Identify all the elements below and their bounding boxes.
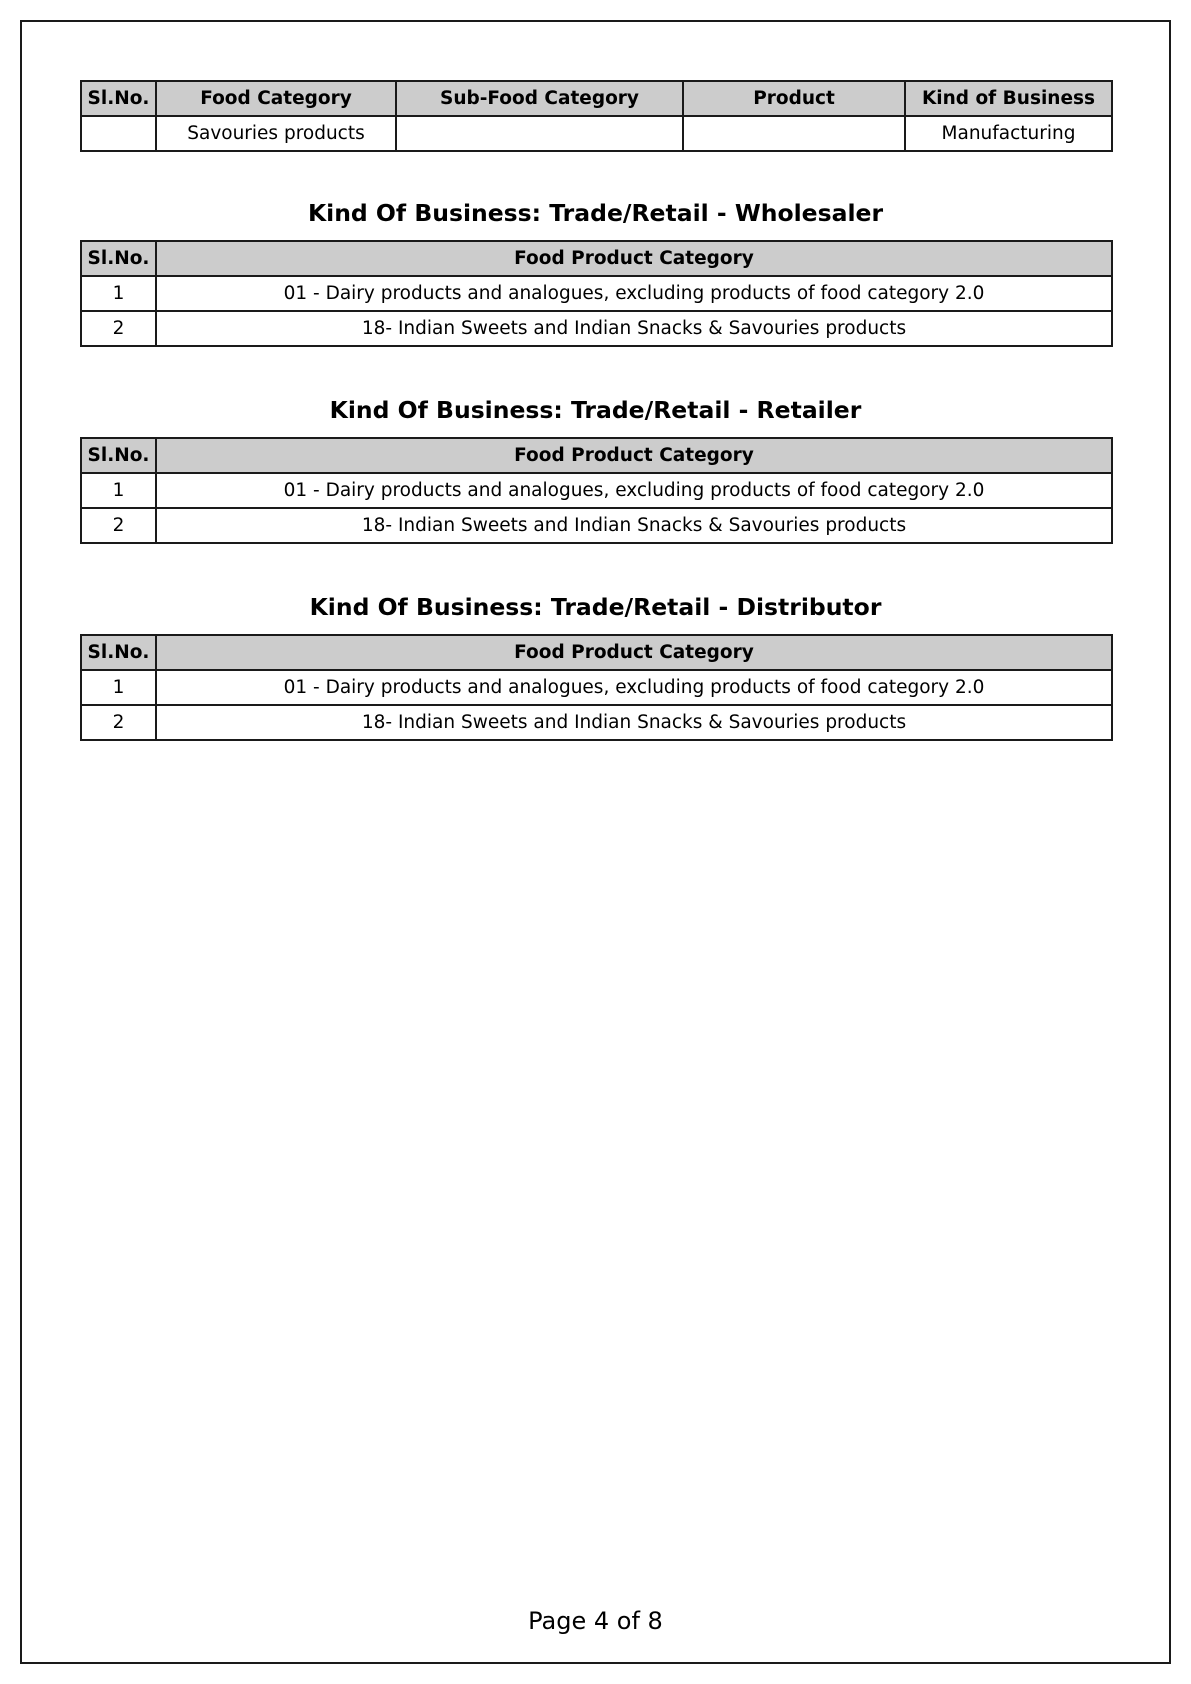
- cell-food-product-category: 01 - Dairy products and analogues, excluding products of food category 2.0: [156, 670, 1112, 705]
- table-row: [81, 116, 1112, 151]
- cell-food-product-category: 01 - Dairy products and analogues, excluding products of food category 2.0: [156, 473, 1112, 508]
- cell-sl-no: 2: [81, 508, 156, 543]
- header-kind-of-business: Kind of Business: [905, 81, 1112, 116]
- cell-sl-no: [81, 116, 156, 151]
- table-header-row: [81, 438, 1112, 473]
- table-header-row: [81, 81, 1112, 116]
- cell-food-product-category: 18- Indian Sweets and Indian Snacks & Savouries products: [156, 705, 1112, 740]
- table-header-row: [81, 241, 1112, 276]
- table-row: [81, 276, 1112, 311]
- header-sl-no: Sl.No.: [81, 438, 156, 473]
- cell-sl-no: 2: [81, 705, 156, 740]
- table-row: [81, 311, 1112, 346]
- section-heading-distributor: Kind Of Business: Trade/Retail - Distributor: [309, 593, 882, 621]
- header-food-product-category: Food Product Category: [156, 635, 1112, 670]
- header-product: Product: [683, 81, 905, 116]
- header-food-product-category: Food Product Category: [156, 438, 1112, 473]
- wholesaler-table: [80, 240, 1113, 347]
- retailer-table: [80, 437, 1113, 544]
- food-category-table: [80, 80, 1113, 152]
- cell-sub-food-category: [396, 116, 683, 151]
- page-number: Page 4 of 8: [528, 1607, 663, 1635]
- header-sl-no: Sl.No.: [81, 81, 156, 116]
- cell-sl-no: 1: [81, 473, 156, 508]
- table-row: [81, 473, 1112, 508]
- table-row: [81, 670, 1112, 705]
- cell-kind-of-business: Manufacturing: [905, 116, 1112, 151]
- cell-sl-no: 1: [81, 276, 156, 311]
- header-sub-food-category: Sub-Food Category: [396, 81, 683, 116]
- header-sl-no: Sl.No.: [81, 635, 156, 670]
- header-food-product-category: Food Product Category: [156, 241, 1112, 276]
- cell-food-product-category: 18- Indian Sweets and Indian Snacks & Savouries products: [156, 508, 1112, 543]
- cell-sl-no: 1: [81, 670, 156, 705]
- table-header-row: [81, 635, 1112, 670]
- table-row: [81, 508, 1112, 543]
- header-sl-no: Sl.No.: [81, 241, 156, 276]
- cell-food-product-category: 18- Indian Sweets and Indian Snacks & Savouries products: [156, 311, 1112, 346]
- distributor-table: [80, 634, 1113, 741]
- section-heading-wholesaler: Kind Of Business: Trade/Retail - Wholesaler: [307, 199, 884, 227]
- cell-sl-no: 2: [81, 311, 156, 346]
- section-heading-retailer: Kind Of Business: Trade/Retail - Retailer: [329, 396, 862, 424]
- header-food-category: Food Category: [156, 81, 396, 116]
- cell-product: [683, 116, 905, 151]
- cell-food-product-category: 01 - Dairy products and analogues, excluding products of food category 2.0: [156, 276, 1112, 311]
- cell-food-category: Savouries products: [156, 116, 396, 151]
- table-row: [81, 705, 1112, 740]
